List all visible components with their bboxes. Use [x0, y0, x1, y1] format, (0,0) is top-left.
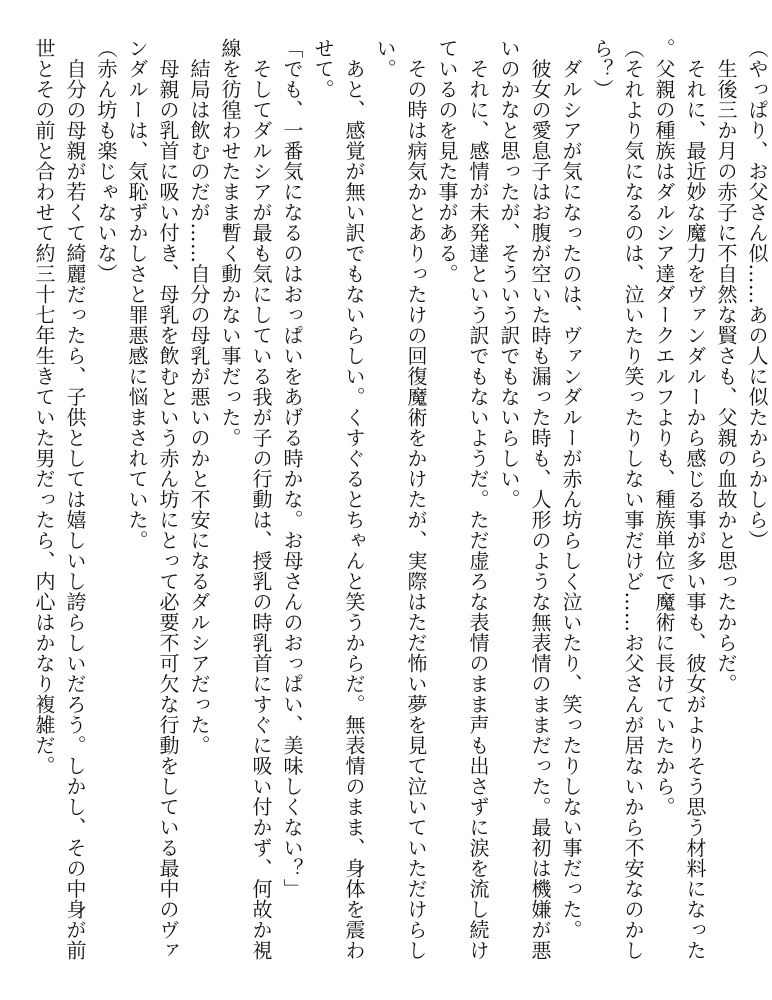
text-line: 彼女の愛息子はお腹が空いた時も漏った時も、人形のような無表情のままだった。最初は機嫌が悪いのかなと思ったが、そういう訳でもないらしい。	[497, 38, 552, 961]
text-line: 「でも、一番気になるのはおっぱいをあげる時かな。お母さんのおっぱい、美味しくない？」	[280, 38, 304, 899]
text-line: 母親の乳首に吸い付き、母乳を飲むという赤ん坊にとって必要不可欠な行動をしている最中のヴァンダルーは、気恥ずかしさと罪悪感に悩まされていた。	[125, 38, 180, 961]
text-line: ダルシアが気になったのは、ヴァンダルーが赤ん坊らしく泣いたり、笑ったりしない事だった。	[559, 38, 583, 940]
vertical-text-body	[28, 38, 772, 968]
text-line: それに、感情が未発達という訳でもないようだ。ただ虚ろな表情のまま声も出さずに涙を流し続けているのを見た事がある。	[435, 38, 490, 961]
text-line: そしてダルシアが最も気にしている我が子の行動は、授乳の時乳首にすぐに吸い付かず、何故か視線を彷徨わせたまま暫く動かない事だった。	[218, 38, 273, 961]
text-line: あと、感覚が無い訳でもないらしい。くすぐるとちゃんと笑うからだ。無表情のまま、身体を震わせて。	[311, 38, 366, 961]
text-line: （やっぱり、お父さん似……あの人に似たからかしら）	[745, 38, 769, 551]
text-line: 結局は飲むのだが……自分の母乳が悪いのかと不安になるダルシアだった。	[187, 38, 211, 756]
text-line: 自分の母親が若くて綺麗だったら、子供としては嬉しいし誇らしいだろう。しかし、その中身が前世とその前と合わせて約三十七年生きていた男だったら、内心はかなり複雑だ。	[32, 38, 87, 961]
text-line: それに、最近妙な魔力をヴァンダルーから感じる事が多い事も、彼女がよりそう思う材料になった。父親の種族はダルシア達ダークエルフよりも、種族単位で魔術に長けていたから。	[652, 38, 707, 961]
novel-page	[28, 38, 769, 968]
text-line: （それより気になるのは、泣いたり笑ったりしない事だけど……お父さんが居ないから不安なのかしら？）	[590, 38, 645, 961]
text-line: 生後三か月の赤子に不自然な賢さも、父親の血故かと思ったからだ。	[714, 38, 738, 694]
text-line: その時は病気かとありったけの回復魔術をかけたが、実際はただ怖い夢を見て泣いていただけらしい。	[373, 38, 428, 961]
text-line: （赤ん坊も楽じゃないな）	[94, 38, 118, 284]
